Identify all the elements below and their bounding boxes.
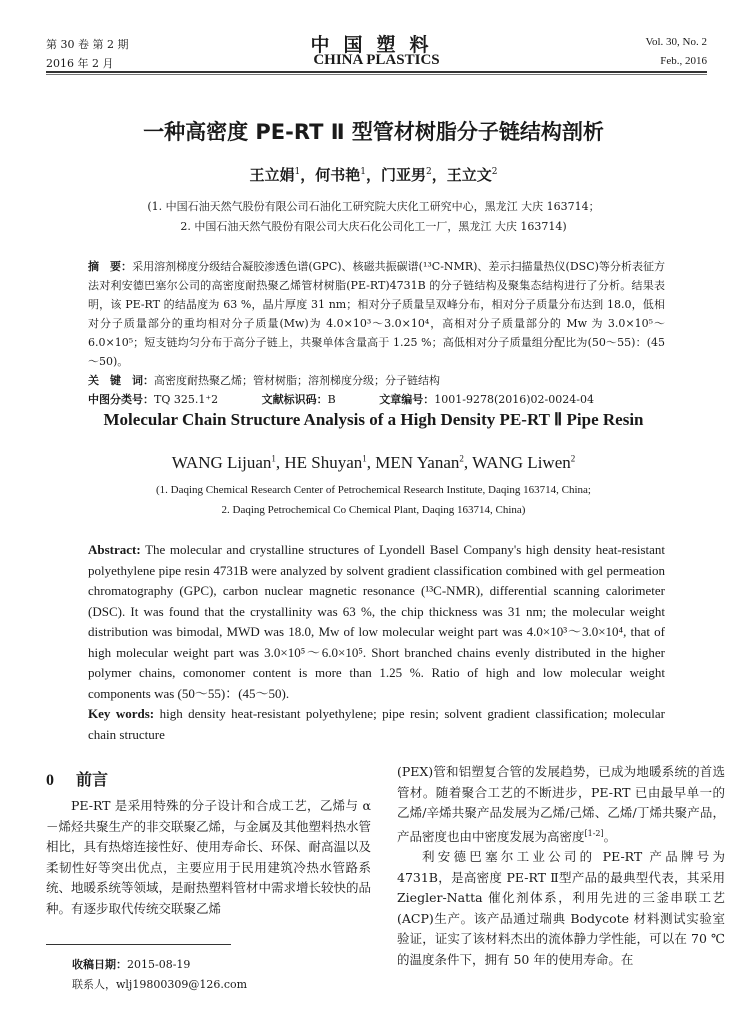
body-text: (PEX)管和铝塑复合管的发展趋势，已成为地暖系统的首选管材。随着聚合工艺的不断进步，PE-RT 已由最早单一的乙烯/辛烯共聚产品发展为乙烯/己烯、乙烯/丁烯共聚产品，产品密度也由中密度发展为高密度 [397,764,725,844]
journal-name-en: CHINA PLASTICS [313,52,440,68]
running-header [46,30,707,72]
date-cn: 2016 年 2 月 [46,57,114,70]
author-affil-mark: 2 [426,167,432,177]
author-cn: 何书艳 [315,166,361,184]
keywords-en [88,704,665,745]
author-en: WANG Lijuan [171,453,272,472]
date-en: Feb., 2016 [660,55,707,67]
keywords-cn-text: 高密度耐热聚乙烯；管材树脂；溶剂梯度分级；分子链结构 [154,374,440,387]
section-number: 0 [46,772,54,789]
abstract-en [88,540,665,704]
keywords-cn [88,371,665,390]
author-affil-mark: 1 [294,167,301,177]
affiliation-cn: 2. 中国石油天然气股份有限公司大庆石化公司化工一厂，黑龙江 大庆 163714) [180,220,567,233]
classification-line [88,390,665,409]
author-affil-mark: 1 [360,167,366,177]
author-cn: 王立娟 [249,166,295,184]
author-en: HE Shuyan [284,453,363,472]
article-no-value: 1001-9278(2016)02-0024-04 [434,393,594,406]
header-rule [46,71,707,73]
abstract-cn-text: 采用溶剂梯度分级结合凝胶渗透色谱(GPC)、核磁共振碳谱(¹³C-NMR)、差示扫描量热仪(DSC)等分析表征方法对利安德巴塞尔公司的高密度耐热聚乙烯管材树脂(PE-RT)4731B 的分子链结构及聚集态结构进行了分析。结果表明，该 PE-RT 的结晶度为 63 %，晶片厚度 31 nm；相对分子质量呈双峰分布，相对分子质量分布达到 18.0，低相对分子质量部分的重均相对分子质量(Mw)为 4.0×10³～3.0×10⁴，高相对分子质量部分的 Mw 为 3.0×10⁵～6.0×10⁵；短支链均匀分布于高分子链上，共聚单体含量高于 1.25 %；高低相对分子质量组分配比为(50～55)：(45～50)。 [88,260,666,368]
keywords-cn-label: 关 键 词： [88,374,154,387]
abstract-cn [88,257,665,371]
section-heading [46,767,108,790]
authors-en: WANG Lijuan$^1$, HE Shuyan$^1$, MEN Yanan$^2$, WANG Liwen$^2$ [171,453,576,472]
section-title: 前言 [76,770,109,789]
author-affil-mark: 2 [491,167,498,177]
affiliations-cn [0,197,747,237]
author-cn: 王立文 [446,166,492,184]
authors-cn: 王立娟$^1$，何书艳$^1$，门亚男$^2$，王立文$^2$ [249,166,498,184]
contact [72,975,247,995]
author-cn: 门亚男 [381,166,427,184]
title-cn: 一种高密度 PE-RT Ⅱ 型管材树脂分子链结构剖析 [143,120,604,144]
abstract-en-text: The molecular and crystalline structures of Lyondell Basel Company's high density heat-resistant polyethylene pipe resin 4731B were analyzed by solvent gradient classification combined with gel permeation chromatography (GPC), carbon nuclear magnetic resonance (¹³C-NMR), differential scanning calorimeter (DSC). It was found that the crystallinity was 63 %, the chip thickness was 31 nm; the molecular weight distribution was bimodal, MWD was 18.0, Mw of low molecular weight part was 4.0×10³～3.0×10⁴, that of high molecular weight part was 3.0×10⁵～6.0×10⁵. Short branched chains evenly distributed in the higher polymer chains, comonomer content is more than 1.25 %. Ratio of high and low molecular weight components was (50～55)：(45～50). [88,542,666,701]
journal-name-cn: 中国塑料 [310,34,443,56]
author-affil-mark: 1 [362,453,367,464]
received-value: 2015-08-19 [127,958,191,971]
affiliations-en [0,480,747,520]
affiliation-en: 2. Daqing Petrochemical Co Chemical Plant, Daqing 163714, China) [221,504,526,516]
volume-issue-cn: 第 30 卷 第 2 期 [46,38,129,51]
contact-email[interactable]: wlj19800309@126.com [116,978,248,991]
body-paragraph: PE-RT 是采用特殊的分子设计和合成工艺，乙烯与 α－烯烃共聚生产的非交联聚乙烯，与金属及其他塑料热水管相比，具有热熔连接性好、使用寿命长、环保、耐高温以及柔韧性好等突出优点，主要应用于民用建筑冷热水管路系统、地暖系统等领域，是耐热塑料管材中需求增长较快的品种。有逐步取代传统交联聚乙烯 [46,798,372,916]
keywords-en-text: high density heat-resistant polyethylene; pipe resin; solvent gradient classification; molecular chain structure [88,706,666,742]
footnote [72,955,247,995]
citation-ref[interactable]: [1-2] [584,828,604,838]
header-rule-thin [46,74,707,75]
doc-code-value: B [327,393,336,406]
received-date [72,955,247,975]
affiliation-en: (1. Daqing Chemical Research Center of Petrochemical Research Institute, Daqing 163714, China; [156,484,591,496]
article-no-label: 文章编号： [379,393,435,406]
volume-issue-en: Vol. 30, No. 2 [645,36,707,48]
abstract-cn-block [88,257,665,409]
body-column-right [397,762,725,970]
author-en: MEN Yanan [375,453,460,472]
author-affil-mark: 2 [459,453,464,464]
keywords-en-label: Key words: [88,706,155,721]
footnote-rule [46,944,231,945]
doc-code-label: 文献标识码： [261,393,328,406]
abstract-cn-label: 摘 要： [88,260,133,273]
abstract-en-label: Abstract: [88,542,141,557]
body-paragraph [397,762,725,847]
body-paragraph: 利安德巴塞尔工业公司的 PE-RT 产品牌号为 4731B，是高密度 PE-RT Ⅱ型产品的最典型代表，其采用 Ziegler-Natta 催化剂体系，利用先进的三釜串联工艺(ACP)生产。该产品通过瑞典 Bodycote 材料测试实验室验证，证实了该材料杰出的流体静力学性能，可以在 70 ℃的温度条件下，拥有 50 年的使用寿命。在 [397,849,725,967]
clc-label: 中图分类号： [88,393,154,406]
title-en: Molecular Chain Structure Analysis of a High Density PE-RT Ⅱ Pipe Resin [103,410,644,429]
clc-value: TQ 325.1⁺2 [154,393,219,406]
abstract-en-block [88,540,665,745]
author-affil-mark: 2 [570,453,576,464]
author-en: WANG Liwen [472,453,571,472]
author-affil-mark: 1 [271,453,276,464]
received-label: 收稿日期： [72,958,127,971]
affiliation-cn: (1. 中国石油天然气股份有限公司石油化工研究院大庆化工研究中心，黑龙江 大庆 163714； [147,200,600,213]
body-text: 。 [603,828,617,844]
contact-label: 联系人， [72,978,116,991]
body-column-left [46,796,371,919]
